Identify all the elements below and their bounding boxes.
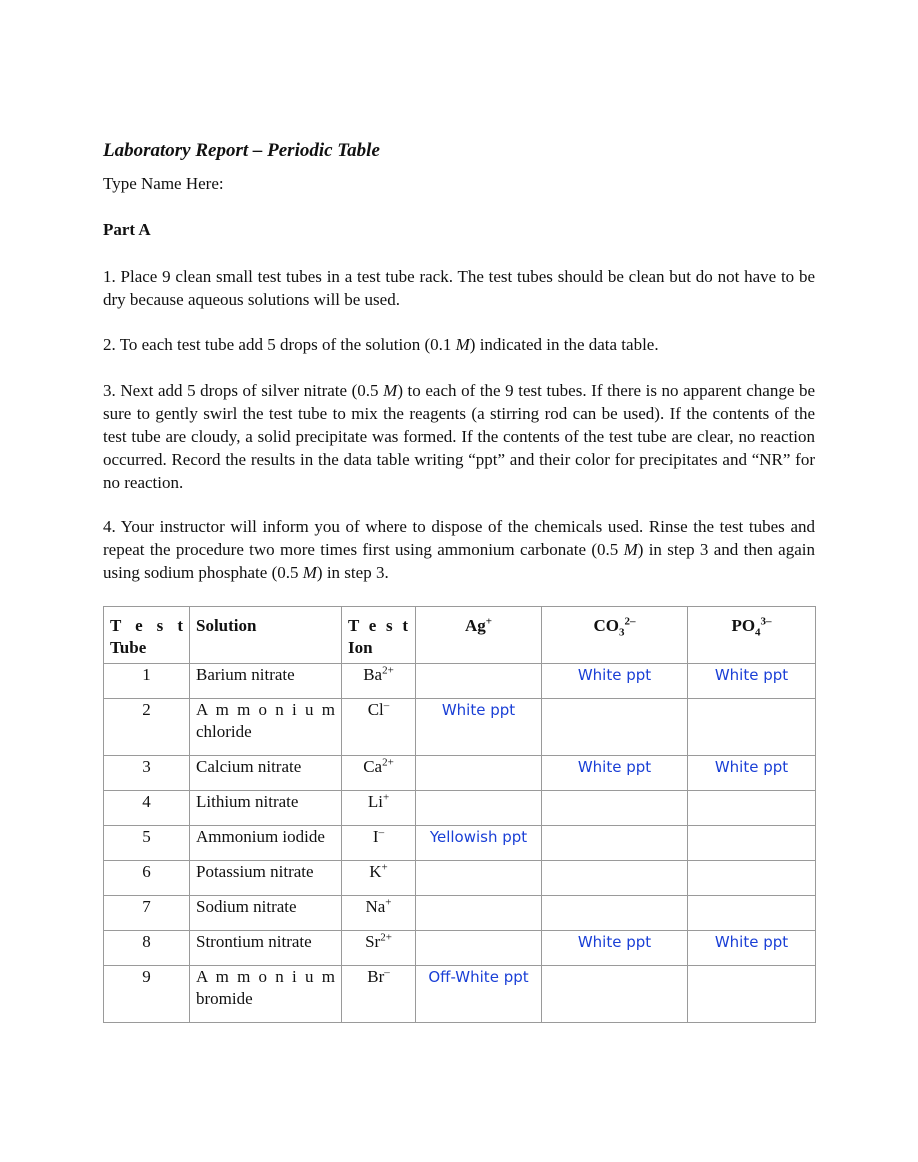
co3-result-cell[interactable] [542, 791, 688, 826]
solution-name-line1: A m m o n i u m [196, 967, 335, 986]
solution-name-line1: Ammonium iodide [196, 827, 325, 846]
ag-result-cell[interactable] [416, 931, 542, 966]
co3-result-text: White ppt [577, 758, 652, 776]
tube-number: 5 [142, 827, 151, 846]
solution-name-line1: Lithium nitrate [196, 792, 299, 811]
ion-charge: + [381, 861, 388, 874]
po4-result-cell[interactable] [688, 699, 816, 756]
ag-result-cell[interactable] [416, 664, 542, 699]
ion-symbol: Cl [367, 700, 384, 719]
po4-result-text: White ppt [714, 758, 789, 776]
co3-result-cell[interactable] [542, 931, 688, 966]
po4-result-cell[interactable] [688, 896, 816, 931]
solution-cell [190, 931, 342, 966]
ion-symbol: Sr [365, 932, 381, 951]
ag-result-text: Yellowish ppt [429, 828, 528, 846]
tube-number: 3 [142, 757, 151, 776]
co3-result-text: White ppt [577, 933, 652, 951]
test-ion-cell [342, 699, 416, 756]
ion-charge: – [384, 966, 390, 979]
co3-result-text: White ppt [577, 666, 652, 684]
ion-charge: – [383, 699, 390, 712]
step-2-paragraph [103, 333, 815, 356]
table-row [104, 861, 816, 896]
tube-number-cell [104, 931, 190, 966]
step-2-text-a: 2. To each test tube add 5 drops of the solution (0.1 [103, 335, 456, 354]
tube-number-cell [104, 896, 190, 931]
po4-result-text: White ppt [714, 933, 789, 951]
ag-result-cell[interactable] [416, 756, 542, 791]
step-4-paragraph [103, 515, 815, 584]
tube-number-cell [104, 664, 190, 699]
test-ion-cell [342, 861, 416, 896]
results-table [103, 606, 816, 1023]
step-4-text-a: 4. Your instructor will inform you of where to dispose of the chemicals used. Rinse the test tubes and repeat the procedure two more times first using ammonium carbonate (0.5 [103, 517, 815, 559]
header-test-ion [342, 607, 416, 664]
header-silver-ion: Ag+ [416, 607, 542, 664]
co3-result-cell[interactable] [542, 756, 688, 791]
ag-result-cell[interactable] [416, 826, 542, 861]
header-test-tube-line2: Tube [110, 638, 147, 657]
test-ion-cell [342, 664, 416, 699]
part-a-heading: Part A [103, 220, 151, 239]
table-row [104, 896, 816, 931]
ion-symbol: Br [367, 967, 385, 986]
po4-result-cell[interactable] [688, 966, 816, 1023]
table-row [104, 791, 816, 826]
solution-name-line1: Strontium nitrate [196, 932, 312, 951]
ag-result-cell[interactable] [416, 966, 542, 1023]
step-3-paragraph [103, 379, 815, 494]
solution-name-line1: Sodium nitrate [196, 897, 297, 916]
po4-result-cell[interactable] [688, 756, 816, 791]
solution-name-line2: chloride [196, 722, 252, 741]
report-title: Laboratory Report – Periodic Table [103, 140, 380, 161]
ion-charge: + [385, 896, 392, 909]
table-body [104, 664, 816, 1023]
step-2-text-b: ) indicated in the data table. [469, 335, 659, 354]
co3-result-cell[interactable] [542, 861, 688, 896]
po4-result-cell[interactable] [688, 664, 816, 699]
solution-cell [190, 699, 342, 756]
tube-number: 7 [142, 897, 151, 916]
step-1-text: 1. Place 9 clean small test tubes in a test tube rack. The test tubes should be clean but do not have to be dry because aqueous solutions will be used. [103, 267, 815, 309]
ion-charge: 2+ [380, 931, 392, 944]
tube-number-cell [104, 861, 190, 896]
tube-number-cell [104, 966, 190, 1023]
solution-name-line1: Potassium nitrate [196, 862, 314, 881]
ion-charge: – [378, 826, 385, 839]
header-solution: Solution [190, 607, 342, 664]
po4-result-cell[interactable] [688, 861, 816, 896]
co3-result-cell[interactable] [542, 699, 688, 756]
ion-symbol: K [369, 862, 382, 881]
solution-cell [190, 966, 342, 1023]
solution-name-line1: A m m o n i u m [196, 700, 335, 719]
header-phosphate-ion: $PO_4^{3-}$ [688, 607, 816, 664]
ag-result-cell[interactable] [416, 896, 542, 931]
table-row [104, 826, 816, 861]
test-ion-cell [342, 966, 416, 1023]
table-row [104, 931, 816, 966]
solution-cell [190, 756, 342, 791]
tube-number: 8 [142, 932, 151, 951]
name-prompt[interactable]: Type Name Here: [103, 174, 224, 193]
table-row [104, 756, 816, 791]
step-3-text-a: 3. Next add 5 drops of silver nitrate (0.5 [103, 381, 384, 400]
ion-charge: 2+ [382, 664, 394, 677]
header-carbonate-ion: $CO_3^{2-}$ [542, 607, 688, 664]
tube-number-cell [104, 756, 190, 791]
co3-result-cell[interactable] [542, 966, 688, 1023]
co3-result-cell[interactable] [542, 664, 688, 699]
solution-name-line1: Calcium nitrate [196, 757, 302, 776]
step-4-text-c: ) in step 3. [316, 563, 389, 582]
header-test-ion-line2: Ion [348, 638, 373, 657]
header-test-ion-line1: T e s t [348, 616, 408, 635]
solution-cell [190, 664, 342, 699]
po4-result-cell[interactable] [688, 791, 816, 826]
table-row [104, 966, 816, 1023]
ion-symbol: I [372, 827, 379, 846]
table-header-row [104, 607, 816, 664]
tube-number: 4 [142, 792, 151, 811]
solution-name-line1: Barium nitrate [196, 665, 295, 684]
ion-charge: 2+ [382, 756, 394, 769]
solution-name-line2: bromide [196, 989, 253, 1008]
molarity-unit: M [383, 381, 398, 400]
ag-result-cell[interactable] [416, 699, 542, 756]
co3-result-cell[interactable] [542, 896, 688, 931]
solution-cell [190, 861, 342, 896]
ag-result-cell[interactable] [416, 861, 542, 896]
po4-result-cell[interactable] [688, 931, 816, 966]
test-ion-cell [342, 756, 416, 791]
header-test-tube-line1: T e s t [110, 616, 183, 635]
tube-number: 1 [142, 665, 151, 684]
step-4-text-b: ) in step 3 and then again using sodium phosphate (0.5 [103, 540, 815, 582]
solution-cell [190, 896, 342, 931]
ion-symbol: Na [365, 897, 386, 916]
ag-result-text: White ppt [441, 701, 516, 719]
tube-number: 6 [142, 862, 151, 881]
po4-result-text: White ppt [714, 666, 789, 684]
test-ion-cell [342, 896, 416, 931]
ion-symbol: Li [367, 792, 383, 811]
ion-charge: + [382, 791, 390, 804]
molarity-unit: M [623, 540, 638, 559]
header-test-tube [104, 607, 190, 664]
test-ion-cell [342, 791, 416, 826]
tube-number: 9 [142, 967, 151, 986]
step-1-paragraph [103, 265, 815, 311]
test-ion-cell [342, 826, 416, 861]
tube-number-cell [104, 791, 190, 826]
ion-symbol: Ca [363, 757, 383, 776]
table-row [104, 699, 816, 756]
molarity-unit: M [455, 335, 470, 354]
tube-number-cell [104, 699, 190, 756]
ion-symbol: Ba [363, 665, 383, 684]
molarity-unit: M [302, 563, 317, 582]
solution-cell [190, 791, 342, 826]
tube-number-cell [104, 826, 190, 861]
po4-result-cell[interactable] [688, 826, 816, 861]
ag-result-cell[interactable] [416, 791, 542, 826]
ag-result-text: Off-White ppt [428, 968, 529, 986]
step-3-text-b: ) to each of the 9 test tubes. If there is no apparent change be sure to gently swirl the test tube to mix the reagents (a stirring rod can be used). If the contents of the test tube are cloudy, a solid precipitate was formed. If the contents of the test tube are clear, no reaction occurred. Record the results in the data table writing “ppt” and their color for precipitates and “NR” for no reaction. [103, 381, 816, 492]
co3-result-cell[interactable] [542, 826, 688, 861]
tube-number: 2 [142, 700, 151, 719]
solution-cell [190, 826, 342, 861]
table-row [104, 664, 816, 699]
test-ion-cell [342, 931, 416, 966]
